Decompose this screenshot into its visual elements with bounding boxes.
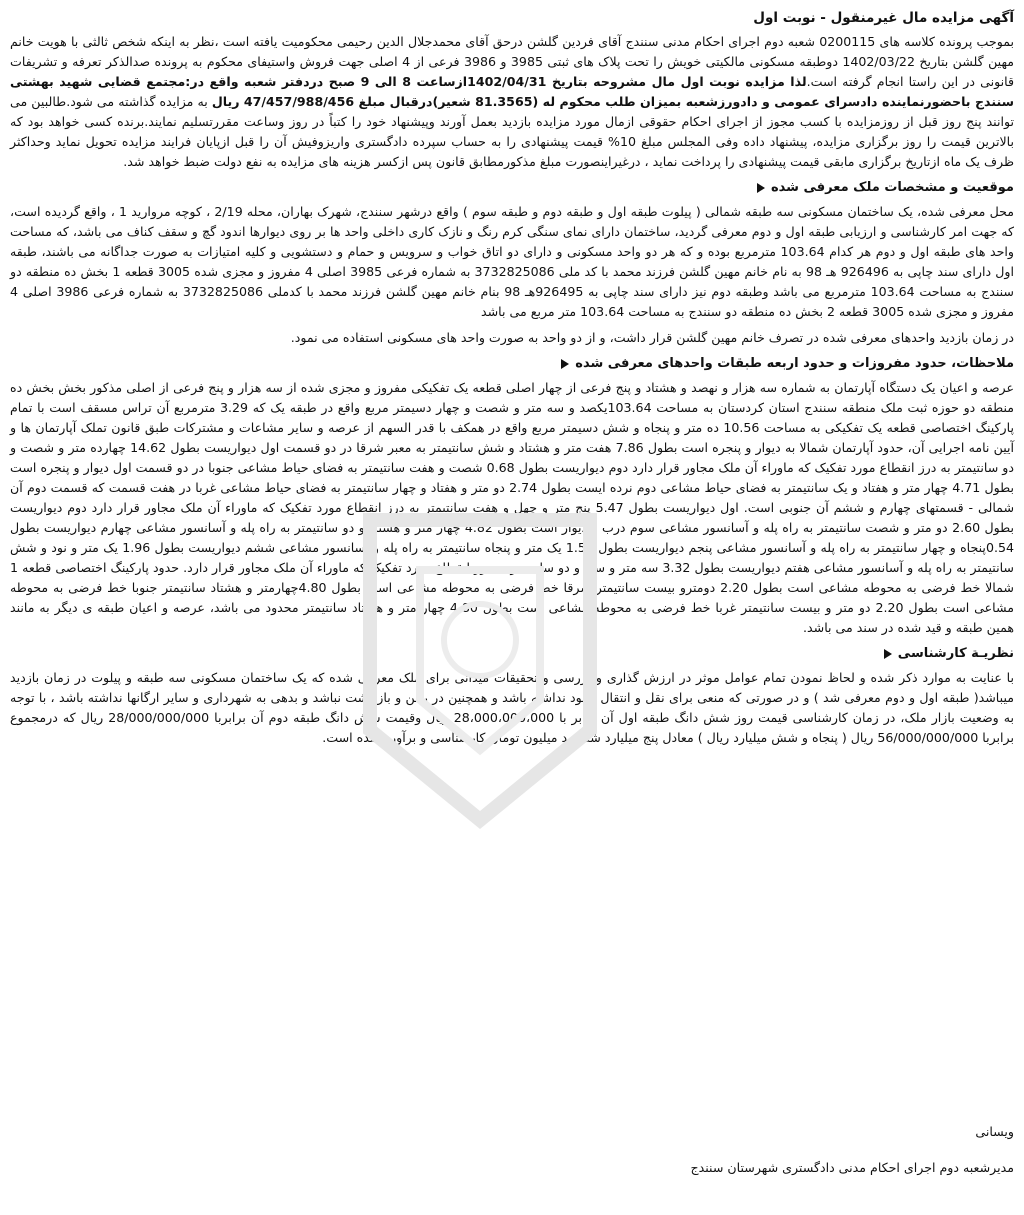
signatory-name: ویسانی (975, 1124, 1014, 1139)
triangle-left-icon (561, 359, 569, 369)
expert-paragraph: با عنایت به موارد ذکر شده و لحاظ نمودن تمام عوامل موثر در ارزش گذاری و بررسی و تحقیقات میدانی برای ملک معرفی شده که یک ساختمان مسکونی سه طبقه و پیلوت در زمان بازدید میباشد( طبقه اول و دوم معرفی شد ) و در صورتی که منعی برای نقل و انتقال وجود نداشته باشد و همچنین در رهن و بازداشت نباشد و بدهی به شهرداری و سایر ارگانها نداشته باشد ، با توجه به وضعیت بازار ملک، در زمان کارشناسی قیمت روز شش دانگ طبقه اول آن برابر با 28،000،000،000 ریال وقیمت شش دانگ طبقه دوم آن برابربا 28/000/000/000 ریال که درمجموع برابربا 56/000/000/000 ریال ( پنجاه و شش میلیارد ریال ) معادل پنج میلیارد ششصد میلیون تومان کارشناسی و برآورد شده است. (10, 670, 1015, 745)
notice-title: آگهی مزایده مال غیرمنقول - نوبت اول (753, 10, 1014, 26)
location-occupancy-paragraph: در زمان بازدید واحدهای معرفی شده در تصرف خانم مهین گلشن قرار داشت، و از دو واحد به صورت واحد های مسکونی استفاده می نمود. (290, 330, 1014, 345)
section-heading-notes (10, 354, 1014, 374)
signature-block (690, 1122, 1014, 1194)
intro-paragraph (10, 32, 1014, 172)
section-heading-notes-label: ملاحظات، حدود مفروزات و حدود اربعه طبقات واحدهای معرفی شده (575, 356, 1014, 371)
signatory-role: مدیرشعبه دوم اجرای احکام مدنی دادگستری شهرستان سنندج (690, 1160, 1014, 1175)
section-heading-location-label: موقعیت و مشخصات ملک معرفی شده (770, 180, 1014, 195)
intro-text-1: بموجب پرونده کلاسه های 0200115 شعبه دوم اجرای احکام مدنی سنندج آقای فردین گلشن درحق آقای محمدجلال الدین رحیمی محکومیت یافته است ،نظر به اینکه شخص ثالثی با هویت خانم مهین گلشن بتاریخ 1402/03/22 دوطبقه مسکونی مالکیتی خویش را تحت پلاک های ثبتی 3985 و 3986 فرعی از 4 اصلی جهت فروش واستیفای محکوم به پرونده صدالذکر تعرفه و تشریفات قانونی در این راستا انجام گرفته است. (10, 34, 1015, 89)
section-heading-location (10, 178, 1014, 198)
triangle-left-icon (884, 649, 892, 659)
notes-paragraph: عرصه و اعیان یک دستگاه آپارتمان به شماره سه هزار و نهصد و هشتاد و پنج فرعی از چهار اصلی قطعه یک تفکیکی مفروز و مجزی شده از سه هزار و پنج فرعی از اصلی مذکور بخش بخش ده منطقه دو حوزه ثبت ملک منطقه سنندج استان کردستان به مساحت 103.64یکصد و سه متر و شصت و چهار دسیمتر مربع واقع در طبقه یک که 3.29 مترمربع آن تراس مسقف است با تمام پارکینگ اختصاصی قطعه یک تفکیکی به مساحت 10.56 ده متر و پنجاه و شش دسیمتر مربع واقع در همکف با قدر السهم از عرصه و سایر مشاعات و مشترکات طبق قانون تملک آپارتمان ها و آیین نامه اجرایی آن، حدود آپارتمان شمالا به دیوار و پنجره است بطول 7.86 هفت متر و هشتاد و شش سانتیمتر به معبر شرقا در دو قسمت اول دیواریست بطول 14.62 چهارده متر و شصت و دو سانتیمتر به درز انقطاع مورد تفکیک که ماوراء آن ملک مجاور قرار دارد دوم دیواریست بطول 0.68 شصت و هفت سانتیمتر به فضای حیاط مشاعی جنوبا در دو قسمت اول دیوار و پنجره است بطول 4.71 چهار متر و هفتاد و یک سانتیمتر به فضای حیاط مشاعی دوم نرده ایست بطول 2.74 دو متر و هفتاد و چهار سانتیمتر به فضای حیاط مشاعی غربا در هفت قسمت که قسمت دوم آن شمالی - قسمتهای چهارم و ششم آن جنوبی است. اول دیواریست بطول 5.47 پنج متر و چهل و هفت سانتیمتر به درز انقطاع مورد تفکیک که ماوراء آن ملک مجاور قرار دارد دوم دیواریست بطول 2.60 دو متر و شصت سانتیمتر به راه پله و آسانسور مشاعی سوم درب و دیوار است بطول 4.82 چهار متر و هشتاد و دو سانتیمتر به راه پله و آسانسور مشاعی چهارم دیواریست بطول 0.54پنجاه و چهار سانتیمتر به راه پله و آسانسور مشاعی پنجم دیواریست بطول 1.50 یک متر و پنجاه سانتیمتر به راه پله و آسانسور مشاعی ششم دیواریست بطول 1.96 یک متر و نود و شش سانتیمتر به راه پله و آسانسور مشاعی هفتم دیواریست بطول 3.32 سه متر و سی و دو سانتیمتر به درز انقطاع مورد تفکیک که ماوراء آن ملک مجاور قرار دارد. حدود پارکینگ اختصاصی قطعه 1 شمالا خط فرضی به محوطه مشاعی است بطول 2.20 دومترو بیست سانتیمتر شرقا خط فرضی به محوطه مشاعی است بطول 4.80چهارمتر و هشتاد سانتیمتر جنوبا خط فرضی به محوطه مشاعی است بطول 2.20 دو متر و بیست سانتیمتر غربا خط فرضی به محوطه مشاعی است بطول 4.80 چهار متر و هشتاد سانتیمتر محدود می باشد، عرصه و اعیان طبقه ی دیگر به مانند همین طبقه و قید شده در سند می باشد. (10, 380, 1015, 635)
intro-auction-terms: لذا مزایده نوبت اول مال مشروحه بتاریخ 1402/04/31ازساعت 8 الی 9 صبح دردفتر شعبه واقع در:مجتمع قضایی شهید بهشتی سنندج باحضورنماینده دادسرای عمومی و دادورزشعبه بمیزان طلب محکوم له (81.3565 شعیر)درقبال مبلغ 47/457/988/456 ریال (10, 74, 1014, 109)
location-paragraph: محل معرفی شده، یک ساختمان مسکونی سه طبقه شمالی ( پیلوت طبقه اول و طبقه دوم و طبقه سوم ) واقع درشهر سنندج، شهرک بهاران، محله 2/19 ، کوچه مروارید 1 ، واقع گردیده است، که جهت امر کارشناسی و ارزیابی طبقه اول و دوم معرفی گردید، ساختمان دارای نمای سنگی کرم رنگ و نازک کاری داخلی واحد ها بر روی دیوارها اندود گچ و سقف کناف می باشد، که مساحت واحد های طبقه اول و دوم هر کدام 103.64 مترمربع بوده و که هر دو واحد مسکونی و دارای دو اتاق خواب و سرویس و حمام و دستشویی و کلیه امتیازات به صورت جداگانه می باشند، طبقه اول دارای سند چاپی به 926496 هـ 98 به نام خانم مهین گلشن فرزند محمد با کد ملی 3732825086 به شماره فرعی 3985 اصلی 4 مفروز و مجزی شده 3005 قطعه 1 بخش ده منطقه دو سنندج به مساحت 103.64 مترمربع می باشد وطبقه دوم نیز دارای سند چاپی به 926495هـ 98 بنام خانم مهین گلشن فرزند محمد با کدملی 3732825086 به شماره فرعی 3986 اصلی 4 مفروز و مجزی شده 3005 قطعه 2 بخش ده منطقه دو سنندج به مساحت 103.64 متر مربع می باشد (10, 204, 1015, 319)
intro-text-2: به مزایده گذاشته می شود.طالبین می توانند پنج روز قبل از روزمزایده با کسب مجوز از اجرای احکام حقوقی ازمال مورد مزایده بازدید بعمل آورند وپیشنهاد خود را کتباً در روز وساعت مقررتسلیم نمایند.برنده کسی خواهد بود که بالاترین قیمت را روز برگزاری مزایده، پیشنهاد داده وفی المجلس مبلغ 10% قیمت پیشنهادی را به حساب سپرده دادگستری واریزوفیش آن را قبل ازپایان فرایند مزایده تحویل نماید وحداکثر ظرف یک ماه ازتاریخ برگزاری مابقی قیمت پیشنهادی را پرداخت نماید ، درغیراینصورت مبلغ مذکورمطابق قانون پس ازکسر هزینه های مزایده به نفع دولت ضبط خواهد شد. (10, 94, 1014, 169)
triangle-left-icon (757, 183, 765, 193)
section-heading-expert (10, 644, 1014, 664)
section-heading-expert-label: نظریـة كارشناسی (897, 646, 1014, 661)
